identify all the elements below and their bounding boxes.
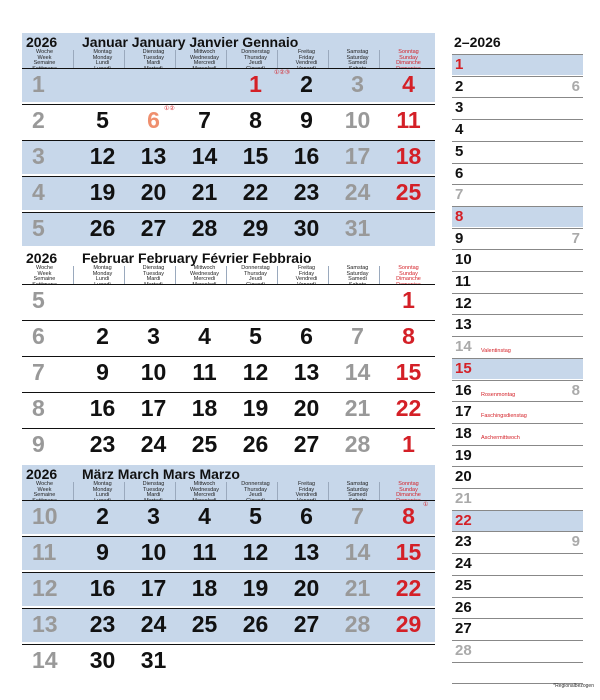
planner-day: 17 — [455, 403, 472, 421]
weekday-header: Montag Monday Lundi — [92, 481, 113, 499]
planner-week-number: 7 — [571, 229, 580, 247]
day-cell[interactable]: 23 — [89, 611, 116, 637]
day-cell[interactable]: 10 — [344, 107, 371, 133]
day-cell[interactable]: 14 — [191, 143, 218, 169]
planner-row[interactable] — [452, 119, 583, 140]
planner-row[interactable] — [452, 618, 583, 639]
day-cell[interactable]: 25 — [395, 179, 422, 205]
weekday-header: Sonntag Sunday Dimanche — [396, 265, 421, 283]
planner-row[interactable] — [452, 206, 583, 227]
weekday-header: Freitag Friday Vendredi — [295, 265, 318, 283]
day-cell[interactable]: 22 — [395, 395, 422, 421]
column-divider — [73, 266, 74, 284]
week-number: 14 — [32, 647, 58, 673]
column-divider — [73, 50, 74, 68]
column-divider — [277, 482, 278, 500]
weekday-header: Dienstag Tuesday Mardi — [142, 265, 165, 283]
day-cell[interactable]: 9 — [300, 107, 313, 133]
day-cell[interactable]: 28 — [344, 431, 371, 457]
day-cell[interactable]: 20 — [293, 395, 320, 421]
week-number: 5 — [32, 287, 45, 313]
planner-day: 14 — [455, 338, 472, 356]
day-cell[interactable]: 3 — [351, 71, 364, 97]
weekday-header: Montag Monday Lundi — [92, 49, 113, 67]
planner-row[interactable] — [452, 445, 583, 466]
day-cell[interactable]: 21 — [344, 575, 371, 601]
day-cell[interactable]: 22 — [395, 575, 422, 601]
day-cell[interactable]: 28 — [191, 215, 218, 241]
planner-day: 23 — [455, 533, 472, 551]
day-cell[interactable]: 1 — [402, 431, 415, 457]
column-divider — [226, 266, 227, 284]
weekday-header: Mittwoch Wednesday Mercredi — [190, 265, 219, 283]
day-cell[interactable]: 12 — [242, 359, 269, 385]
column-divider — [379, 482, 380, 500]
week-row — [22, 644, 435, 678]
planner-day: 21 — [455, 490, 472, 507]
day-cell[interactable]: 21 — [191, 179, 218, 205]
weekday-header: Samstag Saturday Samedi — [346, 481, 369, 499]
planner-row[interactable] — [452, 466, 583, 487]
week-row — [22, 68, 435, 102]
planner-day: 26 — [455, 598, 472, 616]
day-cell[interactable]: 18 — [191, 395, 218, 421]
column-divider — [226, 482, 227, 500]
day-cell[interactable]: 16 — [89, 575, 116, 601]
planner-day: 1 — [455, 56, 464, 73]
holiday-mark: ① — [423, 502, 429, 508]
week-number: 3 — [32, 143, 45, 169]
week-number: 4 — [32, 179, 45, 205]
column-divider — [328, 266, 329, 284]
planner-day: 22 — [455, 511, 472, 529]
weekday-header: Samstag Saturday Samedi — [346, 265, 369, 283]
planner-day: 18 — [455, 424, 472, 442]
day-cell[interactable]: 17 — [140, 395, 167, 421]
day-cell[interactable]: 13 — [140, 143, 167, 169]
weekday-header: Mittwoch Wednesday Mercredi — [190, 49, 219, 67]
day-cell[interactable]: 23 — [89, 431, 116, 457]
day-cell[interactable]: 17 — [344, 143, 371, 169]
weekday-header: Freitag Friday Vendredi — [295, 49, 318, 67]
day-cell[interactable]: 5 — [96, 107, 109, 133]
day-cell[interactable]: 9 — [96, 539, 109, 565]
weekday-header: Montag Monday Lundi — [92, 265, 113, 283]
day-cell[interactable]: 1 — [249, 71, 262, 97]
day-cell[interactable]: 24 — [140, 611, 167, 637]
planner-row[interactable] — [452, 76, 583, 97]
column-divider — [124, 266, 125, 284]
planner-row[interactable] — [452, 597, 583, 618]
weekday-header: Samstag Saturday Samedi — [346, 49, 369, 67]
planner-day: 3 — [455, 99, 464, 117]
planner-note: Faschingsdienstag — [481, 413, 527, 420]
weekday-header: Sonntag Sunday Dimanche — [396, 49, 421, 67]
day-cell[interactable]: 9 — [96, 359, 109, 385]
day-cell[interactable]: 8 — [402, 503, 415, 529]
planner-row[interactable] — [452, 553, 583, 574]
column-divider — [328, 50, 329, 68]
column-divider — [73, 482, 74, 500]
week-number: 13 — [32, 611, 58, 637]
day-cell[interactable]: 31 — [344, 215, 371, 241]
planner-row[interactable] — [452, 271, 583, 292]
weekday-header: Sonntag Sunday Dimanche — [396, 481, 421, 499]
week-row — [22, 212, 435, 246]
weekday-header: Woche Week Semaine — [33, 265, 56, 283]
planner-row[interactable] — [452, 640, 583, 661]
week-number: 11 — [32, 539, 57, 565]
planner-row[interactable] — [452, 531, 583, 552]
planner-day: 28 — [455, 641, 472, 659]
footnote: *Regionalbezogen — [553, 683, 594, 689]
day-cell[interactable]: 2 — [300, 71, 313, 97]
planner-week-number: 9 — [571, 533, 580, 551]
day-cell[interactable]: 23 — [293, 179, 320, 205]
planner-week-number: 8 — [571, 381, 580, 399]
day-cell[interactable]: 11 — [192, 539, 217, 565]
day-cell[interactable]: 19 — [89, 179, 116, 205]
planner-day: 4 — [455, 121, 464, 139]
planner-day: 8 — [455, 207, 464, 225]
planner-row[interactable] — [452, 141, 583, 162]
day-cell[interactable]: 10 — [140, 359, 167, 385]
week-row — [22, 104, 435, 138]
month-block — [22, 465, 435, 681]
day-cell[interactable]: 2 — [96, 503, 109, 529]
column-divider — [277, 50, 278, 68]
month-name: März March Mars Marzo — [82, 466, 240, 482]
week-row — [22, 140, 435, 174]
day-cell[interactable]: 12 — [89, 143, 116, 169]
day-cell[interactable]: 29 — [242, 215, 269, 241]
day-cell[interactable]: 18 — [191, 575, 218, 601]
day-cell[interactable]: 3 — [147, 323, 160, 349]
month-header — [22, 465, 435, 500]
day-cell[interactable]: 20 — [140, 179, 167, 205]
day-cell[interactable]: 16 — [89, 395, 116, 421]
planner-day: 16 — [455, 381, 472, 399]
column-divider — [379, 50, 380, 68]
week-number: 10 — [32, 503, 58, 529]
planner-row[interactable] — [452, 97, 583, 118]
week-number: 6 — [32, 323, 45, 349]
column-divider — [328, 482, 329, 500]
planner-day: 25 — [455, 576, 472, 594]
week-number: 5 — [32, 215, 45, 241]
column-divider — [175, 482, 176, 500]
planner-row[interactable] — [452, 510, 583, 531]
week-row — [22, 320, 435, 354]
column-divider — [175, 50, 176, 68]
day-cell[interactable]: 10 — [140, 539, 167, 565]
planner-day: 19 — [455, 446, 472, 464]
column-divider — [226, 50, 227, 68]
planner-day: 27 — [455, 620, 472, 638]
month-year: 2026 — [26, 34, 58, 50]
week-number: 2 — [32, 107, 45, 133]
week-row — [22, 500, 435, 534]
planner-row[interactable] — [452, 423, 583, 444]
day-cell[interactable]: 7 — [198, 107, 211, 133]
planner-row[interactable] — [452, 662, 583, 683]
week-number: 8 — [32, 395, 45, 421]
planner-day: 6 — [455, 164, 464, 182]
planner-row[interactable] — [452, 336, 583, 357]
day-cell[interactable]: 16 — [293, 143, 320, 169]
day-cell[interactable]: 26 — [89, 215, 116, 241]
planner-day: 10 — [455, 251, 472, 269]
weekday-header: Woche Week Semaine — [33, 49, 56, 67]
weekday-header: Dienstag Tuesday Mardi — [142, 49, 165, 67]
planner-note: Valentinstag — [481, 348, 511, 355]
planner-day: 13 — [455, 316, 472, 334]
day-cell[interactable]: 24 — [344, 179, 371, 205]
day-cell[interactable]: 6 — [147, 107, 160, 133]
day-cell[interactable]: 15 — [242, 143, 269, 169]
planner-day: 9 — [455, 229, 464, 247]
month-year: 2026 — [26, 466, 58, 482]
day-cell[interactable]: 29 — [395, 611, 422, 637]
day-cell[interactable]: 1 — [402, 287, 415, 313]
holiday-mark: ①②③ — [274, 70, 291, 76]
week-number: 7 — [32, 359, 45, 385]
week-row — [22, 572, 435, 606]
day-cell[interactable]: 15 — [395, 539, 422, 565]
planner-row[interactable] — [452, 314, 583, 335]
weekday-header: Woche Week Semaine — [33, 481, 56, 499]
planner-week-number: 6 — [571, 77, 580, 95]
month-year: 2026 — [26, 250, 58, 266]
planner-row[interactable] — [452, 54, 583, 75]
day-cell[interactable]: 8 — [402, 323, 415, 349]
week-number: 12 — [32, 575, 58, 601]
day-cell[interactable]: 20 — [293, 575, 320, 601]
day-cell[interactable]: 4 — [198, 323, 211, 349]
day-cell[interactable]: 18 — [395, 143, 422, 169]
column-divider — [175, 266, 176, 284]
day-cell[interactable]: 31 — [140, 647, 167, 673]
week-number: 9 — [32, 431, 45, 457]
day-cell[interactable]: 30 — [293, 215, 320, 241]
column-divider — [277, 266, 278, 284]
day-cell[interactable]: 27 — [140, 215, 167, 241]
day-cell[interactable]: 5 — [249, 323, 262, 349]
month-header — [22, 33, 435, 68]
planner-row[interactable] — [452, 401, 583, 422]
planner-day: 11 — [455, 273, 471, 290]
day-cell[interactable]: 22 — [242, 179, 269, 205]
planner-note: Aschermittwoch — [481, 434, 520, 441]
planner-row[interactable] — [452, 380, 583, 401]
planner-day: 15 — [455, 359, 472, 377]
planner-day: 20 — [455, 468, 472, 486]
month-name: Februar February Février Febbraio — [82, 250, 312, 266]
weekday-header: Donnerstag Thursday Jeudi — [241, 265, 270, 283]
side-title: 2–2026 — [454, 34, 501, 50]
day-cell[interactable]: 8 — [249, 107, 262, 133]
weekday-header: Freitag Friday Vendredi — [295, 481, 318, 499]
planner-day: 2 — [455, 77, 464, 95]
day-cell[interactable]: 25 — [191, 431, 218, 457]
day-cell[interactable]: 5 — [249, 503, 262, 529]
day-cell[interactable]: 24 — [140, 431, 167, 457]
weekday-header: Dienstag Tuesday Mardi — [142, 481, 165, 499]
week-row — [22, 428, 435, 462]
week-row — [22, 176, 435, 210]
day-cell[interactable]: 28 — [344, 611, 371, 637]
day-cell[interactable]: 25 — [191, 611, 218, 637]
planner-day: 7 — [455, 186, 464, 204]
weekday-header: Donnerstag Thursday Jeudi — [241, 49, 270, 67]
day-cell[interactable]: 11 — [396, 107, 421, 133]
planner-row[interactable] — [452, 163, 583, 184]
day-cell[interactable]: 4 — [402, 71, 415, 97]
column-divider — [124, 50, 125, 68]
day-cell[interactable]: 21 — [344, 395, 371, 421]
planner-row[interactable] — [452, 575, 583, 596]
day-cell[interactable]: 19 — [242, 395, 269, 421]
week-row — [22, 608, 435, 642]
week-row — [22, 392, 435, 426]
day-cell[interactable]: 12 — [242, 539, 269, 565]
day-cell[interactable]: 27 — [293, 611, 320, 637]
day-cell[interactable]: 26 — [242, 611, 269, 637]
day-cell[interactable]: 13 — [293, 359, 320, 385]
day-cell[interactable]: 15 — [395, 359, 422, 385]
day-cell[interactable]: 2 — [96, 323, 109, 349]
column-divider — [124, 482, 125, 500]
day-cell[interactable]: 6 — [300, 503, 313, 529]
week-row — [22, 284, 435, 318]
week-row — [22, 356, 435, 390]
day-cell[interactable]: 3 — [147, 503, 160, 529]
planner-day: 12 — [455, 294, 472, 312]
day-cell[interactable]: 7 — [351, 503, 364, 529]
day-cell[interactable]: 14 — [344, 359, 371, 385]
planner-note: Rosenmontag — [481, 391, 516, 398]
week-row — [22, 536, 435, 570]
month-block — [22, 33, 435, 249]
day-cell[interactable]: 13 — [293, 539, 320, 565]
day-cell[interactable]: 11 — [192, 359, 217, 385]
weekday-header: Mittwoch Wednesday Mercredi — [190, 481, 219, 499]
holiday-mark: ①② — [164, 106, 175, 112]
planner-row[interactable] — [452, 488, 583, 509]
month-block — [22, 249, 435, 465]
day-cell[interactable]: 6 — [300, 323, 313, 349]
week-number: 1 — [32, 71, 45, 97]
planner-day: 24 — [455, 555, 472, 573]
day-cell[interactable]: 26 — [242, 431, 269, 457]
day-cell[interactable]: 17 — [140, 575, 167, 601]
weekday-header: Donnerstag Thursday Jeudi — [241, 481, 270, 499]
planner-row[interactable] — [452, 228, 583, 249]
day-cell[interactable]: 19 — [242, 575, 269, 601]
column-divider — [379, 266, 380, 284]
planner-row[interactable] — [452, 358, 583, 379]
day-cell[interactable]: 30 — [89, 647, 116, 673]
day-cell[interactable]: 14 — [344, 539, 371, 565]
month-name: Januar January Janvier Gennaio — [82, 34, 299, 50]
day-cell[interactable]: 7 — [351, 323, 364, 349]
month-header — [22, 249, 435, 284]
day-cell[interactable]: 4 — [198, 503, 211, 529]
planner-row[interactable] — [452, 184, 583, 205]
day-cell[interactable]: 27 — [293, 431, 320, 457]
planner-day: 5 — [455, 142, 464, 160]
planner-row[interactable] — [452, 249, 583, 270]
planner-row[interactable] — [452, 293, 583, 314]
